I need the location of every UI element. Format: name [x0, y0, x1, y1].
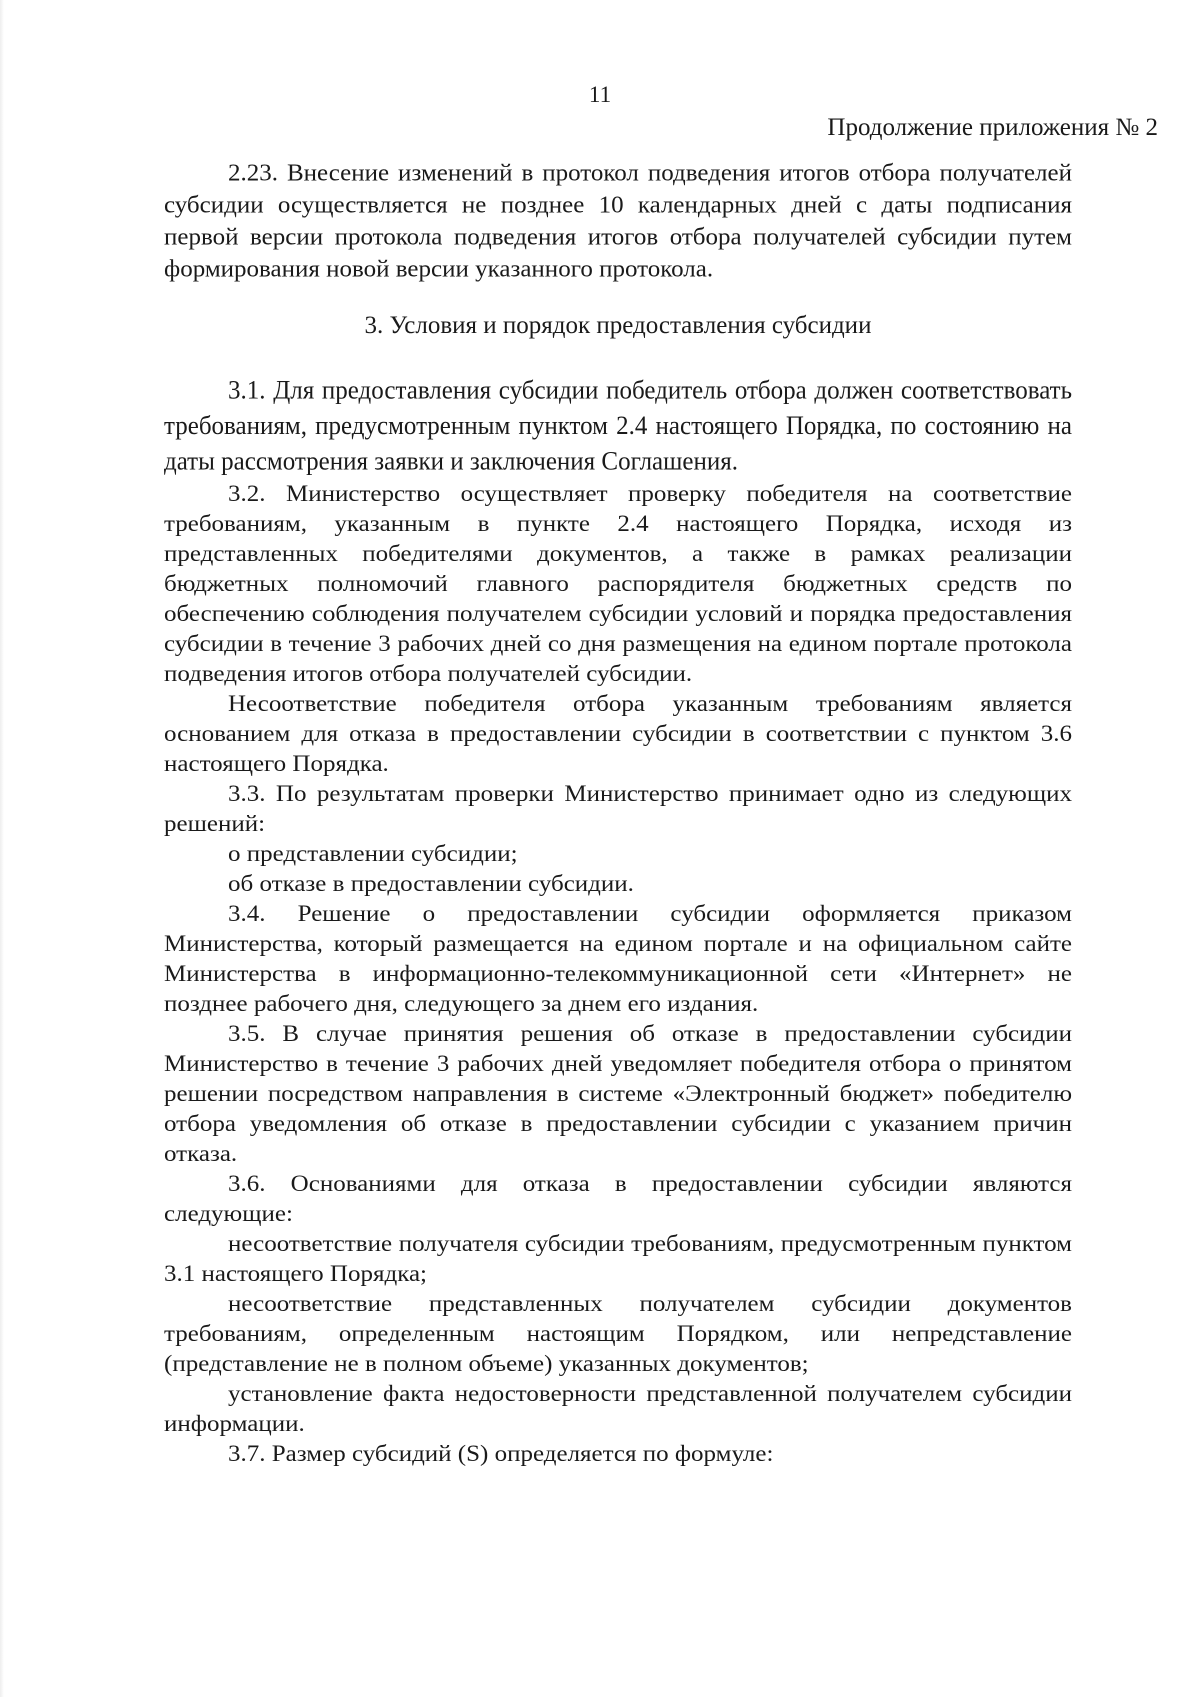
scan-edge-shadow	[0, 0, 4, 1697]
paragraph-3-5: 3.5. В случае принятия решения об отказе в предоставлении субсидии Министерство в течение 3 рабочих дней уведомляет победителя отбора о принятом решении посредством направления в системе «Электронный бюджет» победителю отбора уведомления об отказе в предоставлении субсидии с указанием причин отказа.	[164, 1021, 1072, 1167]
paragraph-2-23: 2.23. Внесение изменений в протокол подведения итогов отбора получателей субсидии осуществляется не позднее 10 календарных дней с даты подписания первой версии протокола подведения итогов отбора получателей субсидии путем формирования новой версии указанного протокола.	[164, 159, 1072, 283]
paragraph-3-3-option-refuse: об отказе в предоставлении субсидии.	[228, 871, 634, 897]
paragraph-3-2-noncompliance: Несоответствие победителя отбора указанным требованиям является основанием для отказа в предоставлении субсидии в соответствии с пунктом 3.6 настоящего Порядка.	[164, 691, 1072, 777]
document-body	[164, 157, 1072, 1469]
paragraph-3-1: 3.1. Для предоставления субсидии победитель отбора должен соответствовать требованиям, предусмотренным пунктом 2.4 настоящего Порядка, по состоянию на даты рассмотрения заявки и заключения Соглашения.	[164, 376, 1072, 476]
paragraph-3-4: 3.4. Решение о предоставлении субсидии оформляется приказом Министерства, который размещается на едином портале и на официальном сайте Министерства в информационно-телекоммуникационной сети «Интернет» не позднее рабочего дня, следующего за днем его издания.	[164, 901, 1072, 1017]
paragraph-3-3: 3.3. По результатам проверки Министерство принимает одно из следующих решений:	[164, 781, 1072, 837]
paragraph-3-6: 3.6. Основаниями для отказа в предоставлении субсидии являются следующие:	[164, 1171, 1072, 1227]
paragraph-3-7: 3.7. Размер субсидий (S) определяется по формуле:	[228, 1441, 774, 1467]
paragraph-3-6-ground-1: несоответствие получателя субсидии требованиям, предусмотренным пунктом 3.1 настоящего Порядка;	[164, 1231, 1072, 1287]
paragraph-3-6-ground-3: установление факта недостоверности представленной получателем субсидии информации.	[164, 1381, 1072, 1437]
appendix-continuation: Продолжение приложения № 2	[827, 114, 1158, 141]
paragraph-3-2: 3.2. Министерство осуществляет проверку победителя на соответствие требованиям, указанным в пункте 2.4 настоящего Порядка, исходя из представленных победителями документов, а также в рамках реализации бюджетных полномочий главного распорядителя бюджетных средств по обеспечению соблюдения получателем субсидии условий и порядка предоставления субсидии в течение 3 рабочих дней со дня размещения на едином портале протокола подведения итогов отбора получателей субсидии.	[164, 481, 1072, 687]
page-number: 11	[588, 82, 612, 107]
section-3-title: 3. Условия и порядок предоставления субсидии	[364, 312, 872, 339]
paragraph-3-3-option-grant: о представлении субсидии;	[228, 841, 518, 867]
paragraph-3-6-ground-2: несоответствие представленных получателем субсидии документов требованиям, определенным настоящим Порядком, или непредставление (представление не в полном объеме) указанных документов;	[164, 1291, 1072, 1377]
